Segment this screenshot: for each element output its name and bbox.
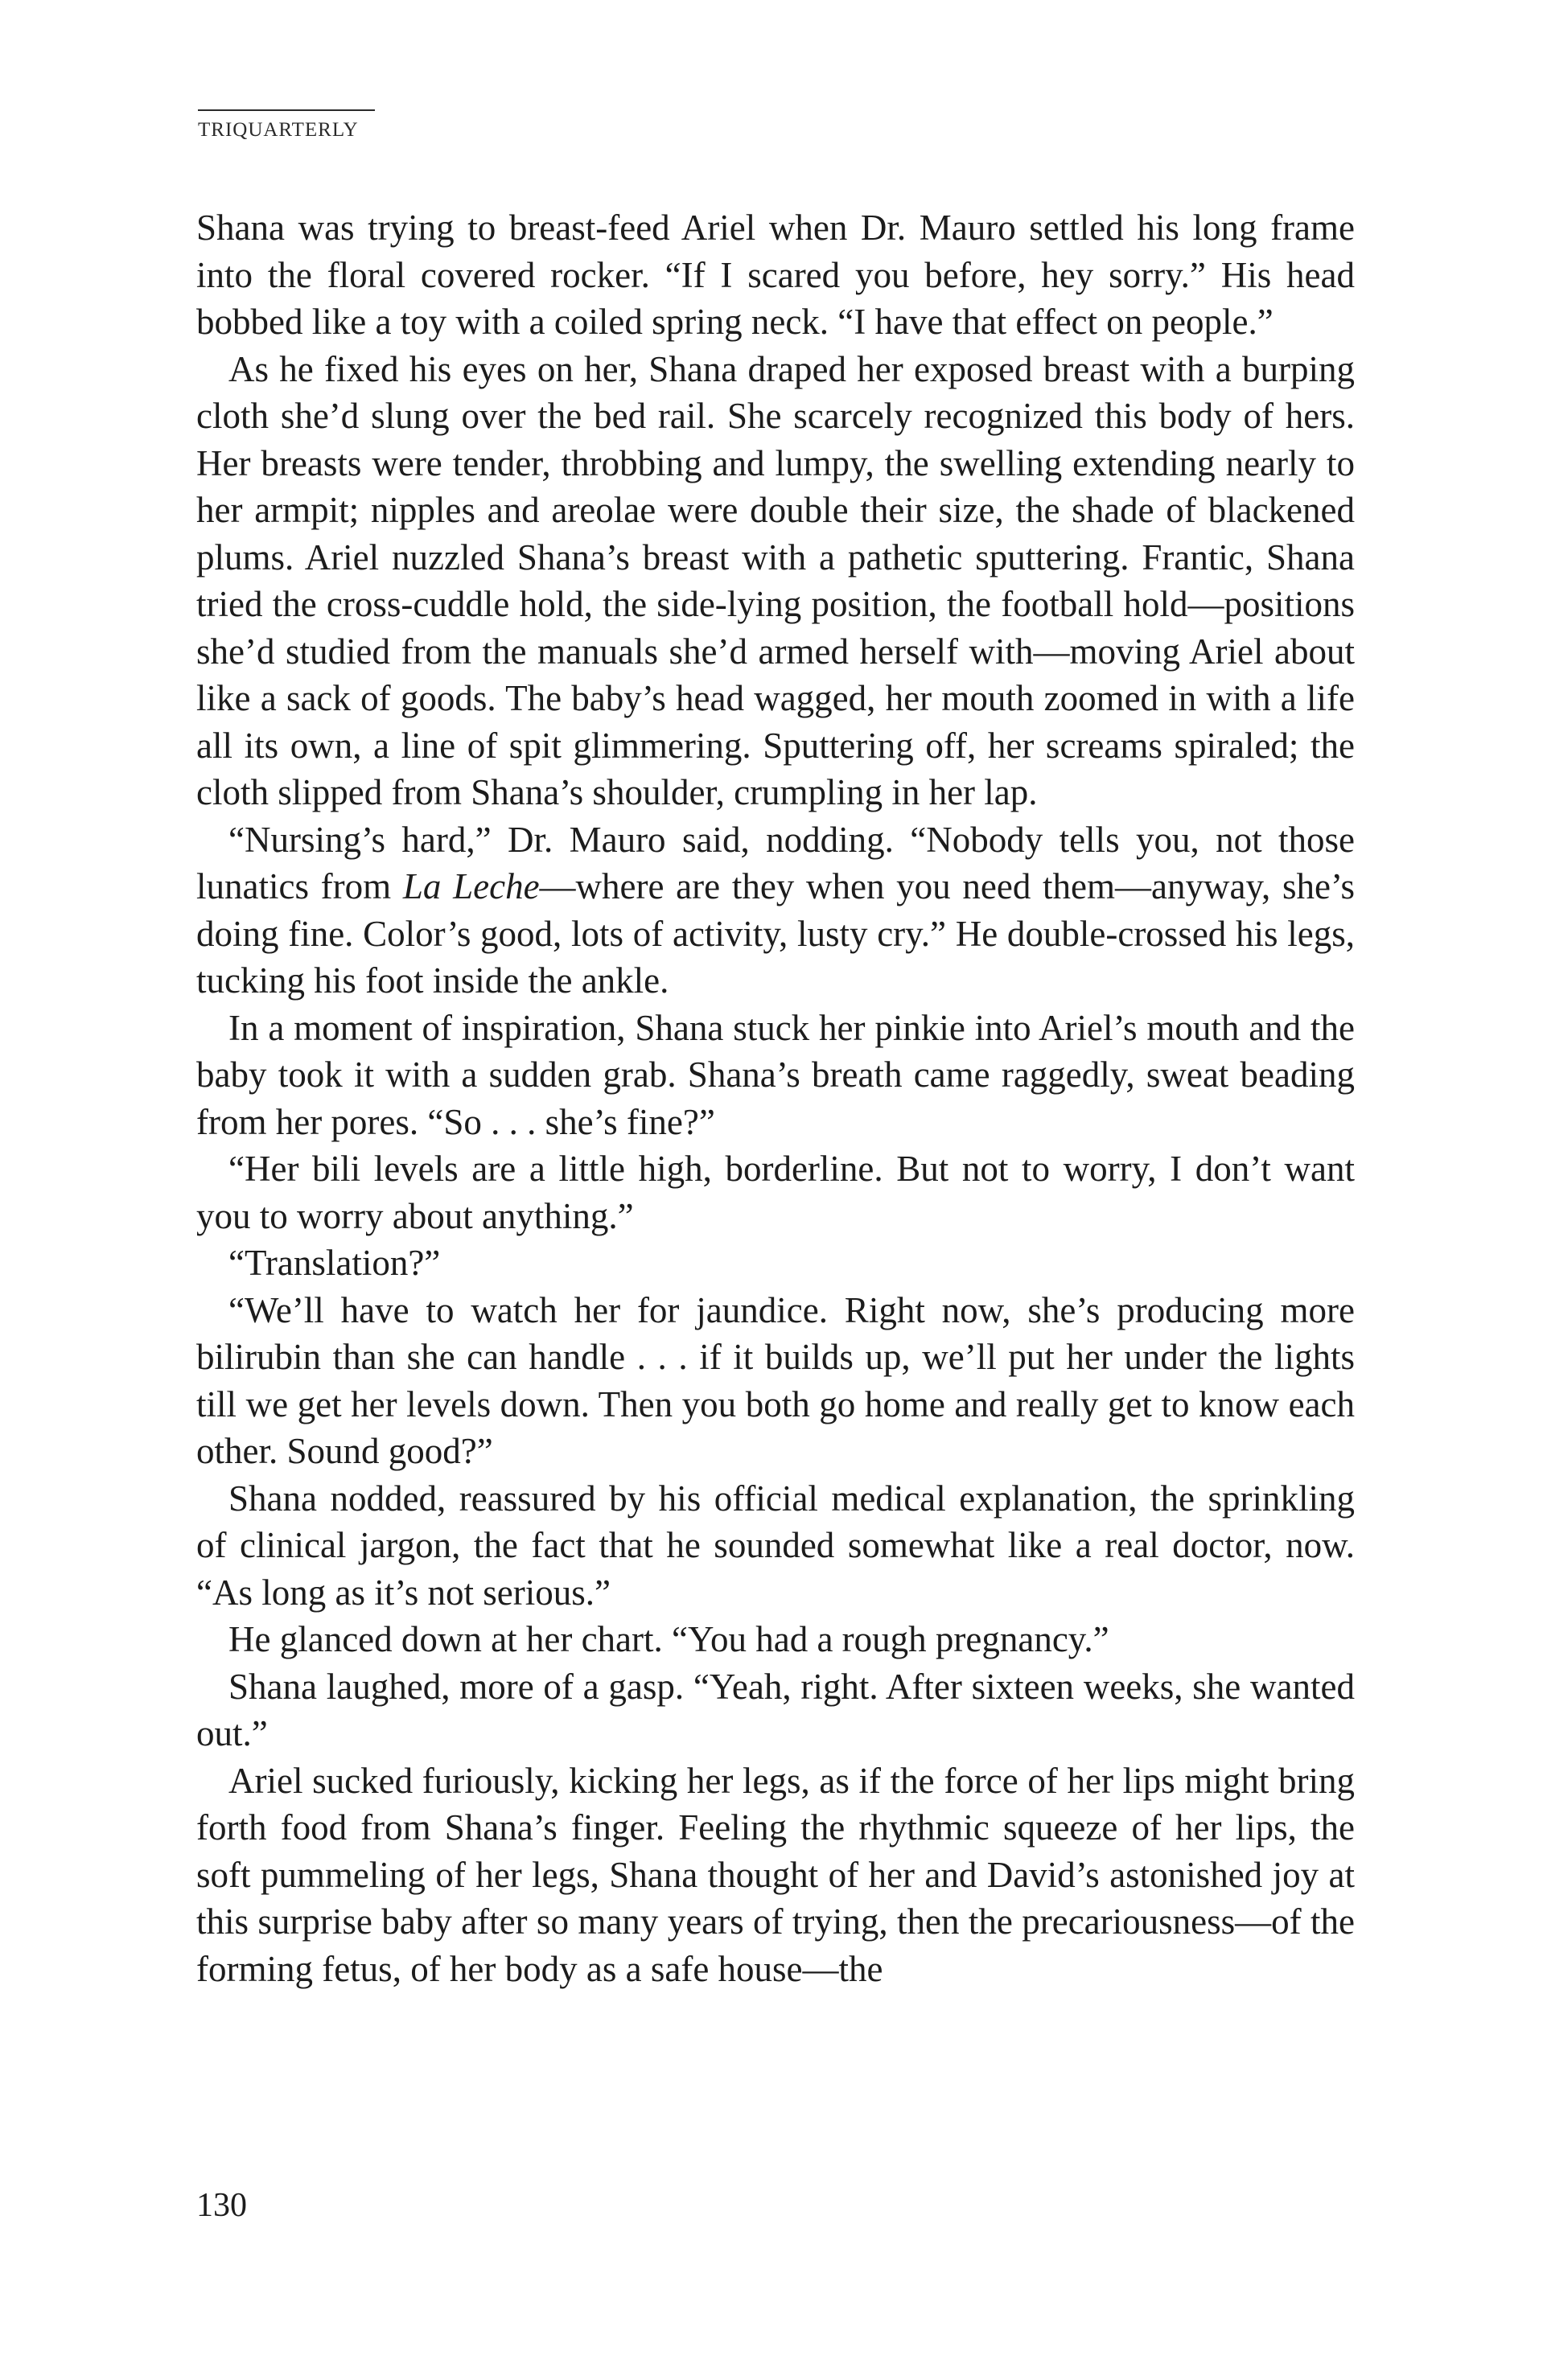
paragraph-3-part-1: “Nursing’s hard,” Dr. Mauro said, nodding. “Nobody tells you, not those lunatics from	[196, 819, 1355, 906]
header-rule	[198, 109, 375, 111]
paragraph-8: Shana nodded, reassured by his official medical explanation, the sprinkling of clinical jargon, the fact that he sounded somewhat like a real doctor, now. “As long as it’s not serious.”	[196, 1478, 1355, 1613]
page-number: 130	[196, 2187, 247, 2224]
running-head	[198, 109, 375, 142]
paragraph-2: As he fixed his eyes on her, Shana draped her exposed breast with a burping cloth she’d slung over the bed rail. She scarcely recognized this body of hers. Her breasts were tender, throbbing and lumpy, the swelling extending nearly to her armpit; nipples and areolae were double their size, the shade of blackened plums. Ariel nuzzled Shana’s breast with a pathetic sputtering. Frantic, Shana tried the cross-cuddle hold, the side-lying position, the football hold—positions she’d studied from the manuals she’d armed herself with—moving Ariel about like a sack of goods. The baby’s head wagged, her mouth zoomed in with a life all its own, a line of spit glimmering. Sputtering off, her screams spiraled; the cloth slipped from Shana’s shoulder, crumpling in her lap.	[196, 348, 1355, 812]
paragraph-3-italic-title: La Leche	[402, 866, 540, 906]
paragraph-5: “Her bili levels are a little high, borderline. But not to worry, I don’t want you to worry about anything.”	[196, 1149, 1355, 1236]
body-text	[196, 204, 1355, 1992]
paragraph-6: “Translation?”	[228, 1243, 441, 1283]
paragraph-7: “We’ll have to watch her for jaundice. Right now, she’s producing more bilirubin than she can handle . . . if it builds up, we’ll put her under the lights till we get her levels down. Then you both go home and really get to know each other. Sound good?”	[196, 1289, 1355, 1471]
paragraph-9: He glanced down at her chart. “You had a rough pregnancy.”	[228, 1619, 1109, 1659]
paragraph-1: Shana was trying to breast-feed Ariel when Dr. Mauro settled his long frame into the floral covered rocker. “If I scared you before, hey sorry.” His head bobbed like a toy with a coiled spring neck. “I have that effect on people.”	[196, 208, 1355, 342]
paragraph-11: Ariel sucked furiously, kicking her legs, as if the force of her lips might bring forth food from Shana’s finger. Feeling the rhythmic squeeze of her lips, the soft pummeling of her legs, Shana thought of her and David’s astonished joy at this surprise baby after so many years of trying, then the precariousness—of the forming fetus, of her body as a safe house—the	[196, 1760, 1355, 1989]
paragraph-3	[196, 816, 1355, 1005]
paragraph-10: Shana laughed, more of a gasp. “Yeah, right. After sixteen weeks, she wanted out.”	[196, 1666, 1355, 1753]
paragraph-4: In a moment of inspiration, Shana stuck her pinkie into Ariel’s mouth and the baby took it with a sudden grab. Shana’s breath came raggedly, sweat beading from her pores. “So . . . she’s fine?”	[196, 1007, 1355, 1142]
paragraph-3-part-2: —where are they when you need them—anyway, she’s doing fine. Color’s good, lots of activity, lusty cry.” He double-crossed his legs, tucking his foot inside the ankle.	[196, 866, 1355, 1001]
running-head-title: TRIQUARTERLY	[198, 119, 359, 141]
